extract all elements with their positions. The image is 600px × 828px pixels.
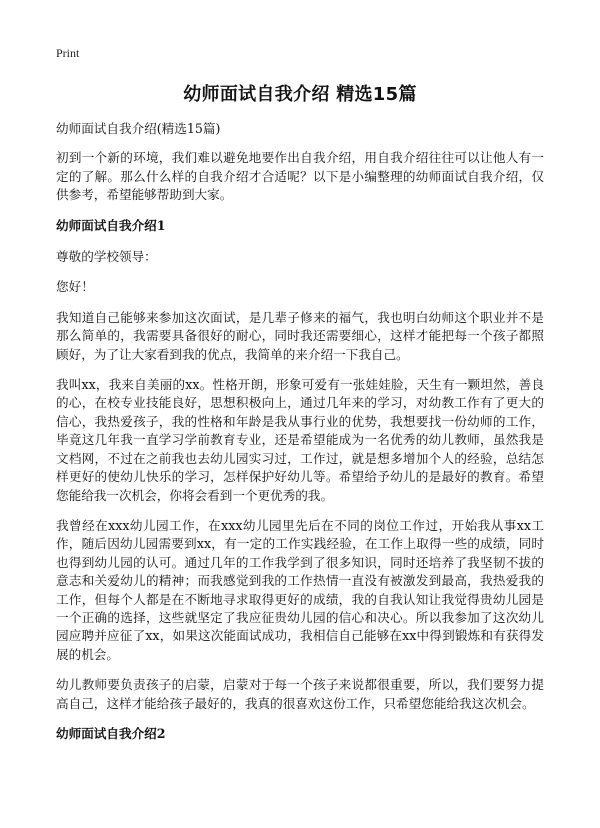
intro-paragraph: 初到一个新的环境，我们难以避免地要作出自我介绍，用自我介绍往往可以让他人有一定的了解。那么什么样的自我介绍才合适呢？以下是小编整理的幼师面试自我介绍，仅供参考，希望能够帮助到大家。 <box>56 150 544 203</box>
hello-line: 您好！ <box>56 279 94 295</box>
print-link[interactable]: Print <box>56 46 80 60</box>
body-paragraph-4: 幼儿教师要负责孩子的启蒙，启蒙对于每一个孩子来说都很重要，所以，我们要努力提高自己，这样才能给孩子最好的，我真的很喜欢这份工作，只希望您能给我这次机会。 <box>56 677 544 711</box>
section-heading-2: 幼师面试自我介绍2 <box>56 725 166 741</box>
body-paragraph-1: 我知道自己能够来参加这次面试，是几辈子修来的福气，我也明白幼师这个职业并不是那么简单的，我需要具备很好的耐心，同时我还需要细心，这样才能把每一个孩子都照顾好，为了让大家看到我的优点，我简单的来介绍一下我自己。 <box>56 309 544 362</box>
body-paragraph-2: 我叫xx，我来自美丽的xx。性格开朗，形象可爱有一张娃娃脸，天生有一颗坦然，善良的心，在校专业技能良好，思想积极向上，通过几年来的学习，对幼教工作有了更大的信心，我热爱孩子，我的性格和年龄是我从事行业的优势，我想要找一份幼师的工作，毕竟这几年我一直学习学前教育专业，还是希望能成为一名优秀的幼儿教师，虽然我是文档网，不过在之前我也去幼儿园实习过，工作过，就是想多增加个人的经验，总结怎样更好的使幼儿快乐的学习，怎样保护好幼儿等。希望给予幼儿的是最好的教育。希望您能给我一次机会，你将会看到一个更优秀的我。 <box>56 377 544 503</box>
article-subtitle: 幼师面试自我介绍(精选15篇) <box>56 121 221 136</box>
article-body <box>56 120 544 756</box>
greeting-line: 尊敬的学校领导： <box>56 249 157 265</box>
page-title: 幼师面试自我介绍 精选15篇 <box>183 84 417 105</box>
body-paragraph-3: 我曾经在xxx幼儿园工作，在xxx幼儿园里先后在不同的岗位工作过，开始我从事xx工作，随后因幼儿园需要到xx，有一定的工作实践经验，在工作上取得一些的成绩，同时也得到幼儿园的认可。通过几年的工作我学到了很多知识，同时还培养了我坚韧不拔的意志和关爱幼儿的精神；而我感觉到我的工作热情一直没有被激发到最高，我热爱我的工作，但每个人都是在不断地寻求取得更好的成绩，我的自我认知让我觉得贵幼儿园是一个正确的选择，这些就坚定了我应征贵幼儿园的信心和决心。所以我参加了这次幼儿园应聘并应征了xx，如果这次能面试成功，我相信自己能够在xx中得到锻炼和有获得发展的机会。 <box>56 517 544 662</box>
section-heading-1: 幼师面试自我介绍1 <box>56 217 166 233</box>
